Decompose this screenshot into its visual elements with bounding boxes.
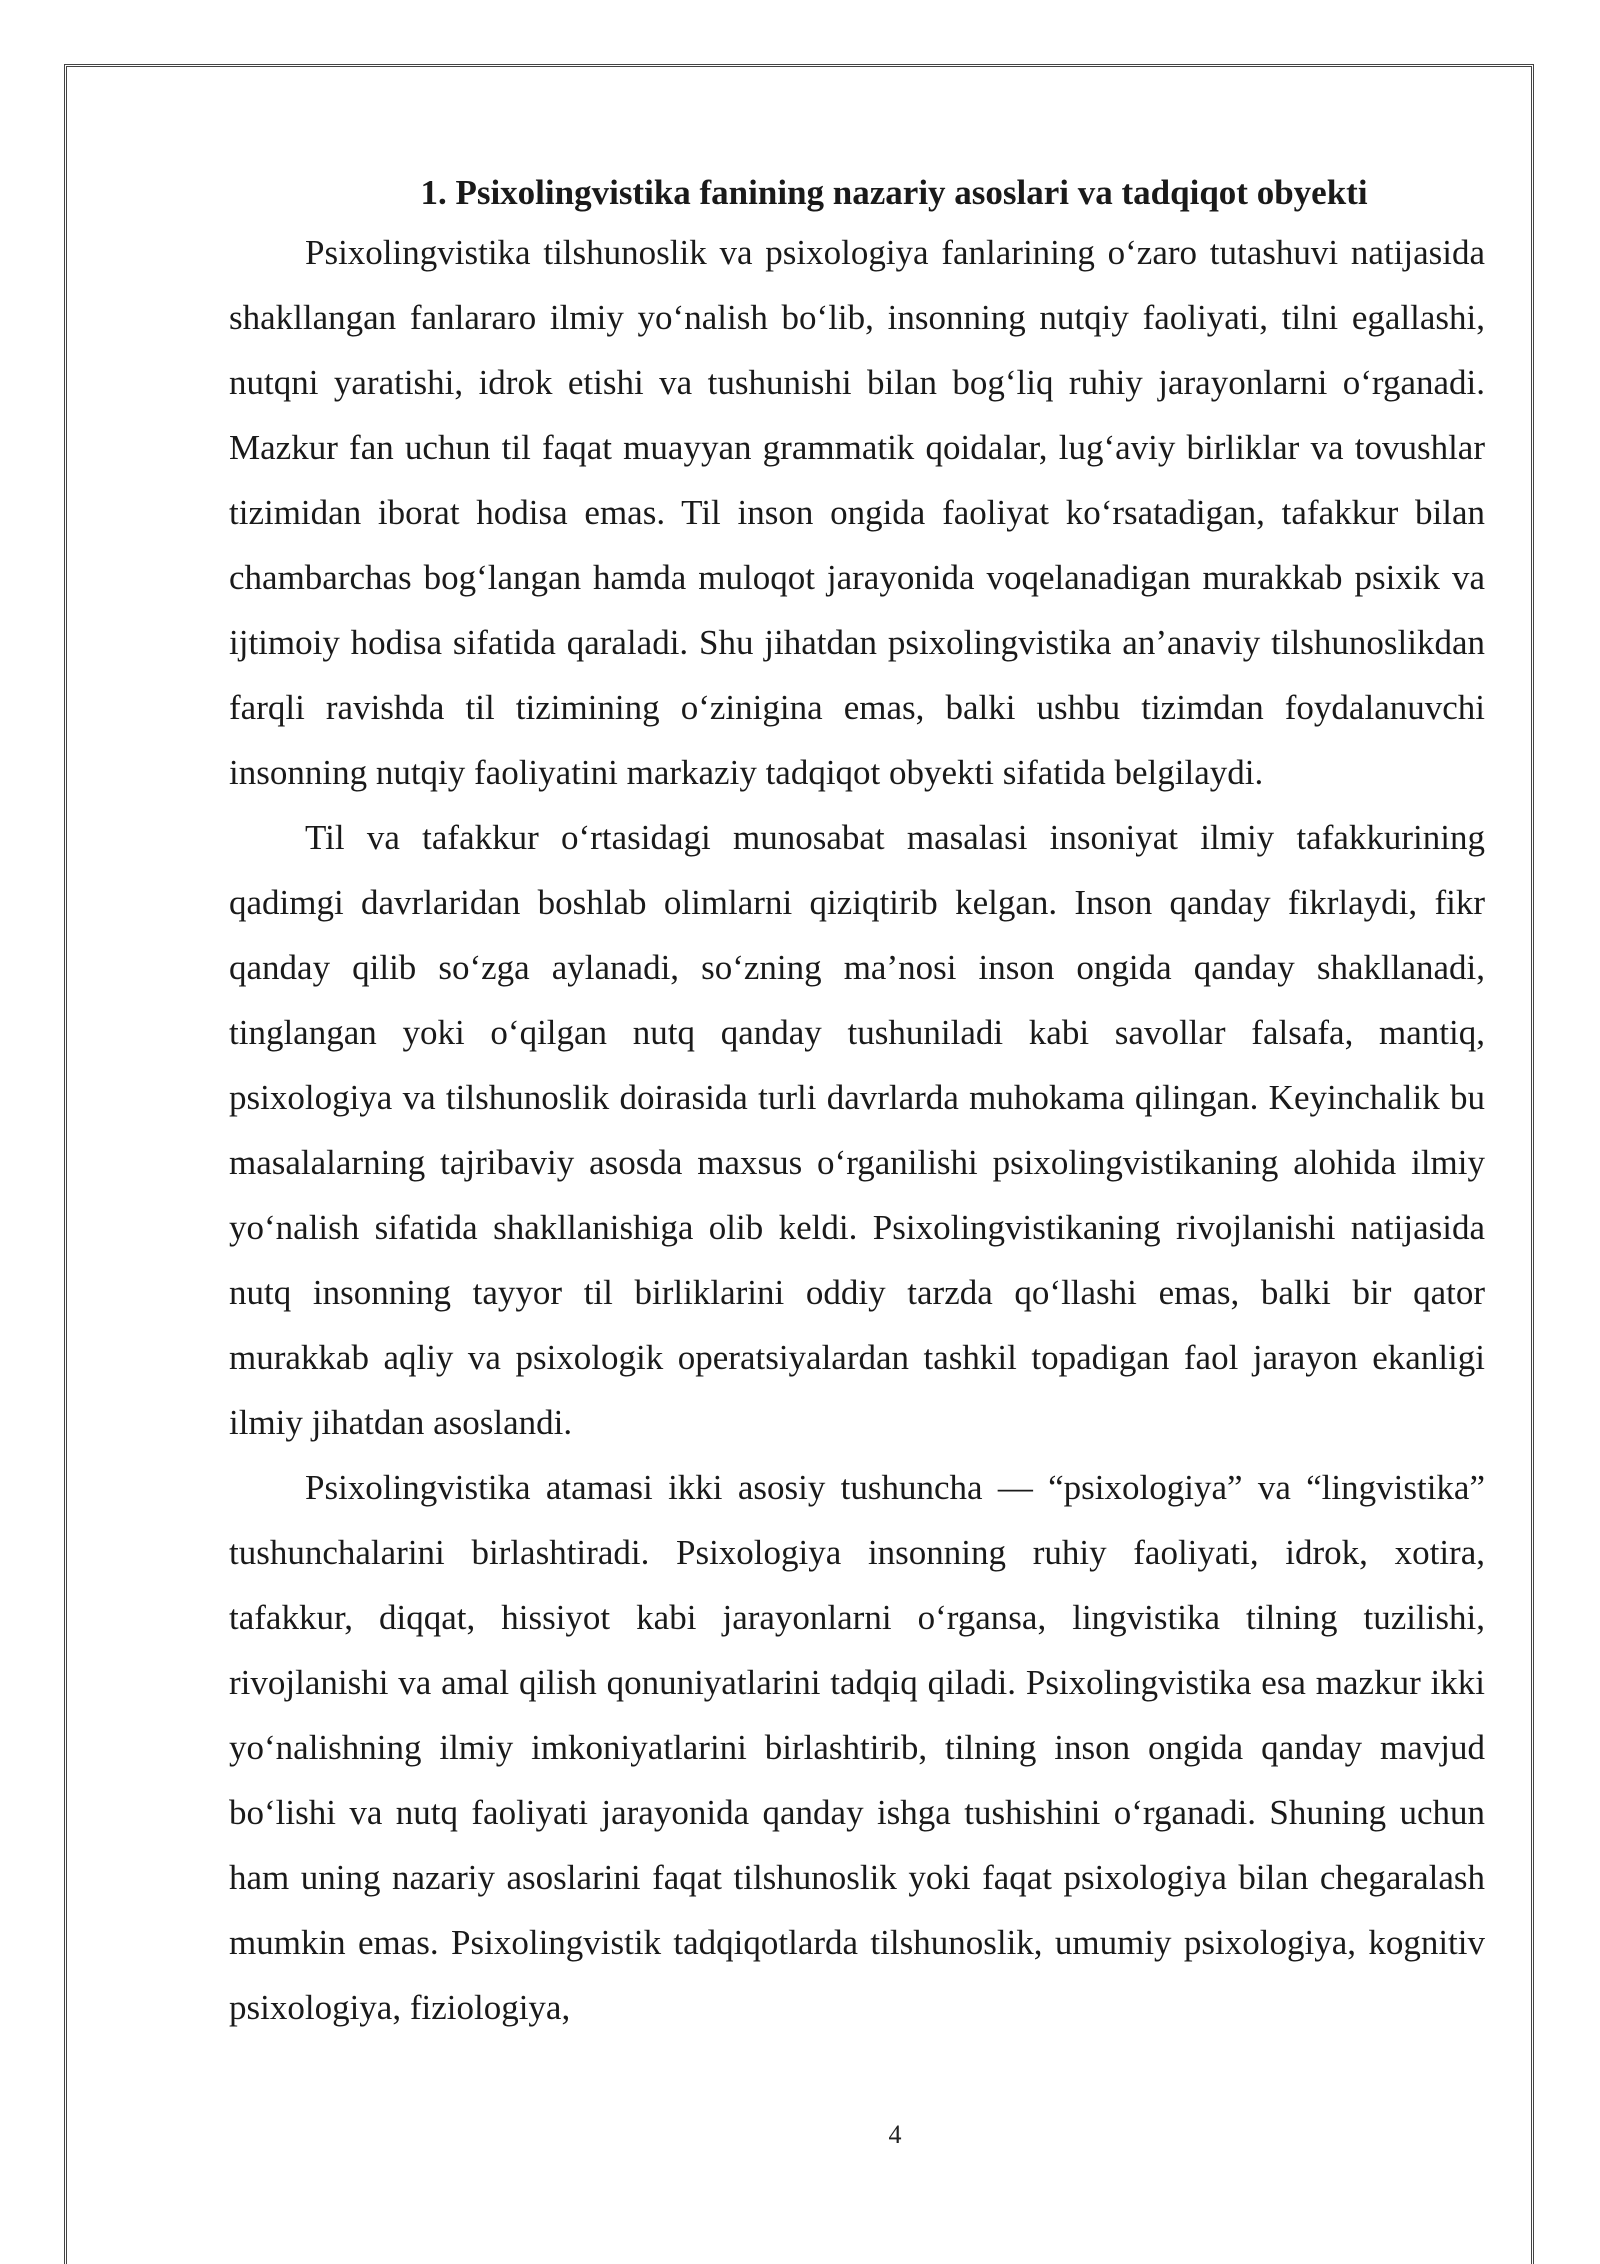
document-body bbox=[229, 166, 1485, 2040]
section-heading: 1. Psixolingvistika fanining nazariy asoslari va tadqiqot obyekti bbox=[420, 173, 1368, 212]
paragraph-1: Psixolingvistika tilshunoslik va psixologiya fanlarining o‘zaro tutashuvi natijasida shakllangan fanlararo ilmiy yo‘nalish bo‘lib, insonning nutqiy faoliyati, tilni egallashi, nutqni yaratishi, idrok etishi va tushunishi bilan bog‘liq ruhiy jarayonlarni o‘rganadi. Mazkur fan uchun til faqat muayyan grammatik qoidalar, lug‘aviy birliklar va tovushlar tizimidan iborat hodisa emas. Til inson ongida faoliyat ko‘rsatadigan, tafakkur bilan chambarchas bog‘langan hamda muloqot jarayonida voqelanadigan murakkab psixik va ijtimoiy hodisa sifatida qaraladi. Shu jihatdan psixolingvistika an’anaviy tilshunoslikdan farqli ravishda til tizimining o‘zinigina emas, balki ushbu tizimdan foydalanuvchi insonning nutqiy faoliyatini markaziy tadqiqot obyekti sifatida belgilaydi. bbox=[229, 233, 1485, 792]
paragraph-3: Psixolingvistika atamasi ikki asosiy tushuncha — “psixologiya” va “lingvistika” tushunchalarini birlashtiradi. Psixologiya insonning ruhiy faoliyati, idrok, xotira, tafakkur, diqqat, hissiyot kabi jarayonlarni o‘rgansa, lingvistika tilning tuzilishi, rivojlanishi va amal qilish qonuniyatlarini tadqiq qiladi. Psixolingvistika esa mazkur ikki yo‘nalishning ilmiy imkoniyatlarini birlashtirib, tilning inson ongida qanday mavjud bo‘lishi va nutq faoliyati jarayonida qanday ishga tushishini o‘rganadi. Shuning uchun ham uning nazariy asoslarini faqat tilshunoslik yoki faqat psixologiya bilan chegaralash mumkin emas. Psixolingvistik tadqiqotlarda tilshunoslik, umumiy psixologiya, kognitiv psixologiya, fiziologiya, bbox=[229, 1468, 1485, 2027]
page-number: 4 bbox=[888, 2120, 902, 2149]
paragraph-2: Til va tafakkur o‘rtasidagi munosabat masalasi insoniyat ilmiy tafakkurining qadimgi davrlaridan boshlab olimlarni qiziqtirib kelgan. Inson qanday fikrlaydi, fikr qanday qilib so‘zga aylanadi, so‘zning ma’nosi inson ongida qanday shakllanadi, tinglangan yoki o‘qilgan nutq qanday tushuniladi kabi savollar falsafa, mantiq, psixologiya va tilshunoslik doirasida turli davrlarda muhokama qilingan. Keyinchalik bu masalalarning tajribaviy asosda maxsus o‘rganilishi psixolingvistikaning alohida ilmiy yo‘nalish sifatida shakllanishiga olib keldi. Psixolingvistikaning rivojlanishi natijasida nutq insonning tayyor til birliklarini oddiy tarzda qo‘llashi emas, balki bir qator murakkab aqliy va psixologik operatsiyalardan tashkil topadigan faol jarayon ekanligi ilmiy jihatdan asoslandi. bbox=[229, 818, 1485, 1442]
